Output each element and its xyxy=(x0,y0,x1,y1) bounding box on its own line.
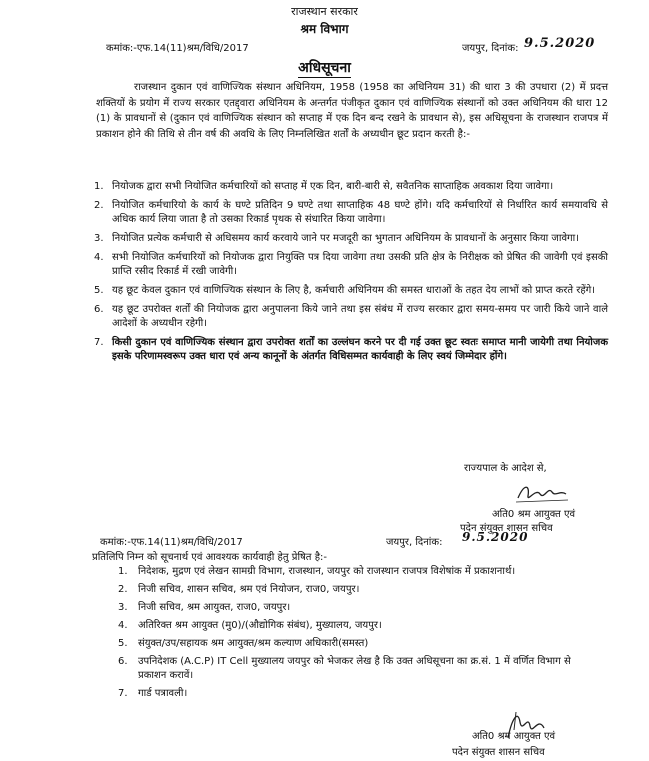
condition-text: यह छूट केवल दुकान एवं वाणिज्यिक संस्थान के लिए है, कर्मचारी अधिनियम की समस्त धाराओं के तहत देय लाभों को प्राप्त करते रहेंगे। xyxy=(112,285,596,296)
copy-recipients-list xyxy=(118,565,598,705)
copy-number: 4. xyxy=(118,620,128,631)
government-header: राजस्थान सरकार xyxy=(291,5,358,18)
condition-item xyxy=(94,336,608,364)
condition-text: यह छूट उपरोक्त शर्तों की नियोजक द्वारा अनुपालना किये जाने तथा इस संबंध में राज्य सरकार द्वारा समय-समय पर जारी किये जाने वाले आदेशों के अध्यधीन रहेगी। xyxy=(112,304,608,329)
copy-item xyxy=(118,637,598,651)
reference-number: कमांक:-एफ.14(11)श्रम/विधि/2017 xyxy=(106,43,249,54)
condition-number: 5. xyxy=(94,285,104,296)
condition-number: 1. xyxy=(94,181,104,192)
condition-number: 6. xyxy=(94,304,104,315)
condition-item xyxy=(94,232,608,246)
signature-1 xyxy=(514,480,570,506)
copy-number: 7. xyxy=(118,688,128,699)
condition-number: 7. xyxy=(94,337,104,348)
condition-item xyxy=(94,284,608,298)
governor-order-line: राज्यपाल के आदेश से, xyxy=(464,463,547,474)
copy-number: 1. xyxy=(118,566,128,577)
reference-number-2: कमांक:-एफ.14(11)श्रम/विधि/2017 xyxy=(100,537,243,548)
copy-number: 3. xyxy=(118,602,128,613)
notification-title-text: अधिसूचना xyxy=(298,60,351,76)
condition-text: किसी दुकान एवं वाणिज्यिक संस्थान द्वारा उपरोक्त शर्तों का उल्लंघन करने पर दी गई उक्त छूट स्वतः समाप्त मानी जायेगी तथा नियोजक इसके परिणामस्वरूप उक्त धारा एवं अन्य कानूनों के अंतर्गत विधिसम्मत कार्यवाही के लिए स्वयं जिम्मेदार होंगे। xyxy=(112,337,608,362)
copy-number: 6. xyxy=(118,656,128,667)
copy-number: 2. xyxy=(118,584,128,595)
officer-1-title: पदेन संयुक्त शासन सचिव xyxy=(460,523,553,534)
copy-text: उपनिदेशक (A.C.P) IT Cell मुख्यालय जयपुर को भेजकर लेख है कि उक्त अधिसूचना का क्र.सं. 1 में वर्णित विभाग से प्रकाशन करावें। xyxy=(138,656,571,681)
condition-text: नियोजक द्वारा सभी नियोजित कर्मचारियों को सप्ताह में एक दिन, बारी-बारी से, सवैतनिक साप्ताहिक अवकाश दिया जावेगा। xyxy=(112,181,554,192)
copy-text: निजी सचिव, श्रम आयुक्त, राज0, जयपुर। xyxy=(138,602,291,613)
copy-number: 5. xyxy=(118,638,128,649)
condition-number: 3. xyxy=(94,233,104,244)
condition-item xyxy=(94,251,608,279)
department-header: श्रम विभाग xyxy=(300,22,349,36)
conditions-list xyxy=(94,180,608,369)
date-label-2: जयपुर, दिनांक: xyxy=(386,537,443,548)
copy-text: अतिरिक्त श्रम आयुक्त (मु0)/(औद्योगिक संबंध), मुख्यालय, जयपुर। xyxy=(138,620,382,631)
handwritten-date-2: 9.5.2020 xyxy=(462,530,529,544)
intro-paragraph: राजस्थान दुकान एवं वाणिज्यिक संस्थान अधिनियम, 1958 (1958 का अधिनियम 31) की धारा 3 की उपधारा (2) में प्रदत्त शक्तियों के प्रयोग में राज्य सरकार एतद्द्वारा अधिनियम के अन्तर्गत पंजीकृत दुकान एवं वाणिज्यिक संस्थानों को उक्त अधिनियम की धारा 12 (1) के प्रावधानों से (दुकान एवं वाणिज्यिक संस्थान को सप्ताह में एक दिन बन्द रखने के प्रावधान से), इस अधिसूचना के राजस्थान राजपत्र में प्रकाशन होने की तिथि से तीन वर्ष की अवधि के लिए निम्नलिखित शर्तों के अध्यधीन छूट प्रदान करती है:- xyxy=(96,82,608,140)
condition-number: 4. xyxy=(94,252,104,263)
handwritten-date: 9.5.2020 xyxy=(524,36,596,51)
copy-item xyxy=(118,601,598,615)
date-label: जयपुर, दिनांक: xyxy=(462,43,519,54)
officer-1-designation: अति0 श्रम आयुक्त एवं xyxy=(492,509,576,520)
condition-text: सभी नियोजित कर्मचारियों को नियोजक द्वारा नियुक्ति पत्र दिया जावेगा तथा उसकी प्रति क्षेत्र के निरीक्षक को प्रेषित की जावेगी एवं इसकी प्राप्ति रसीद रिकार्ड में रखी जावेगी। xyxy=(112,252,608,277)
copy-text: संयुक्त/उप/सहायक श्रम आयुक्त/श्रम कल्याण अधिकारी(समस्त) xyxy=(138,638,369,649)
officer-2-title: पदेन संयुक्त शासन सचिव xyxy=(452,747,545,758)
copy-text: निदेशक, मुद्रण एवं लेखन सामग्री विभाग, राजस्थान, जयपुर को राजस्थान राजपत्र विशेषांक में प्रकाशनार्थ। xyxy=(138,566,516,577)
condition-text: नियोजित कर्मचारियो के कार्य के घण्टे प्रतिदिन 9 घण्टे तथा साप्ताहिक 48 घण्टे होंगे। यदि कर्मचारियों से निर्धारित कार्य समयावधि से अधिक कार्य लिया जाता है तो उसका रिकार्ड पृथक से संधारित किया जावेगा। xyxy=(112,200,608,225)
copy-text: गार्ड पत्रावली। xyxy=(138,688,188,699)
condition-number: 2. xyxy=(94,200,104,211)
notification-title xyxy=(0,58,649,77)
officer-2-designation: अति0 श्रम आयुक्त एवं xyxy=(472,731,556,742)
condition-item xyxy=(94,180,608,194)
copy-to-intro: प्रतिलिपि निम्न को सूचनार्थ एवं आवश्यक कार्यवाही हेतु प्रेषित है:- xyxy=(92,552,327,563)
copy-item xyxy=(118,565,598,579)
copy-item xyxy=(118,583,598,597)
condition-item xyxy=(94,199,608,227)
copy-text: निजी सचिव, शासन सचिव, श्रम एवं नियोजन, राज0, जयपुर। xyxy=(138,584,360,595)
copy-item xyxy=(118,655,598,683)
condition-item xyxy=(94,303,608,331)
condition-text: नियोजित प्रत्येक कर्मचारी से अधिसमय कार्य करवाये जाने पर मजदूरी का भुगतान अधिनियम के प्रावधानों के अनुसार किया जावेगा। xyxy=(112,233,580,244)
copy-item xyxy=(118,687,598,701)
copy-item xyxy=(118,619,598,633)
